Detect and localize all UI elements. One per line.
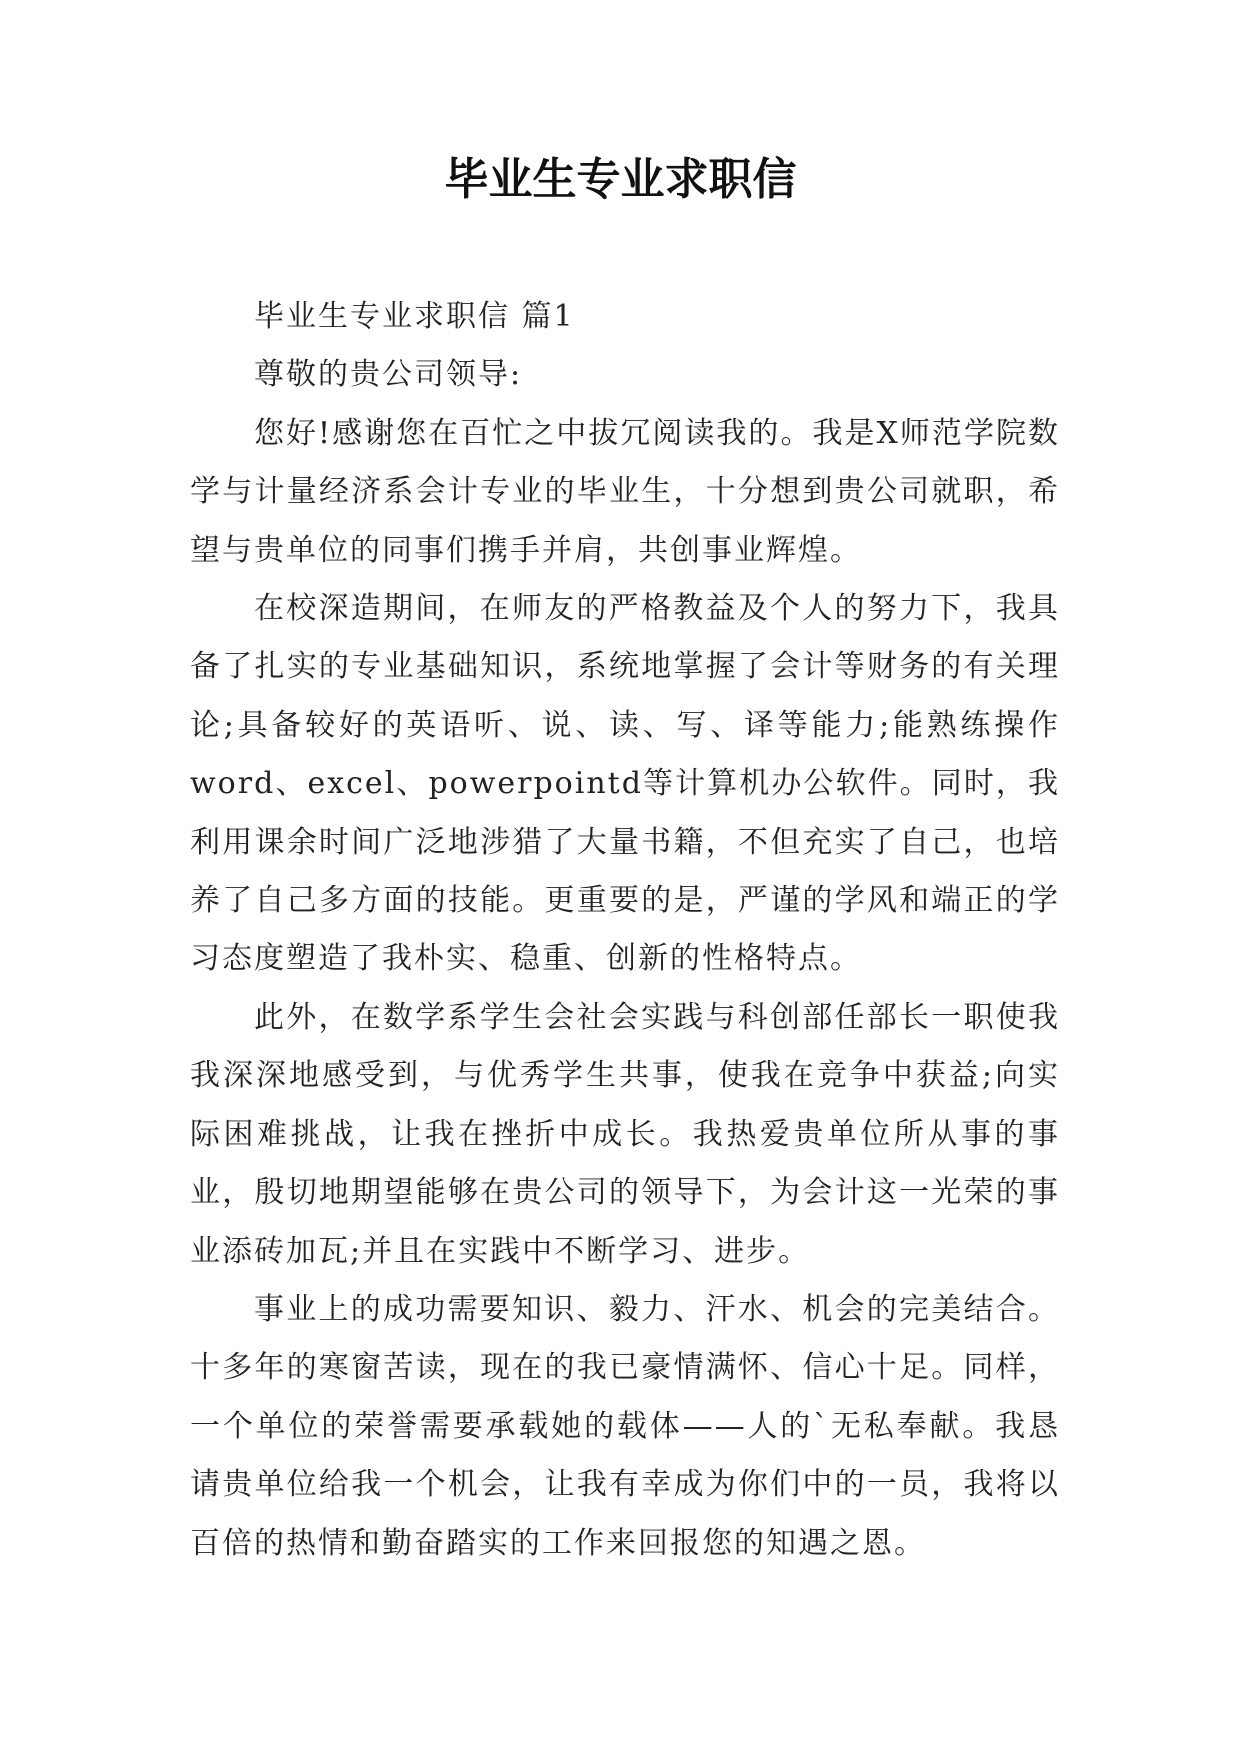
paragraph: 您好!感谢您在百忙之中拔冗阅读我的。我是X师范学院数学与计量经济系会计专业的毕业生，十分想到贵公司就职，希望与贵单位的同事们携手并肩，共创事业辉煌。	[190, 415, 1060, 568]
document-title: 毕业生专业求职信	[444, 154, 797, 205]
section-heading: 毕业生专业求职信 篇1	[254, 299, 575, 334]
salutation: 尊敬的贵公司领导:	[254, 357, 523, 393]
paragraph: 此外，在数学系学生会社会实践与科创部任部长一职使我我深深地感受到，与优秀学生共事，使我在竞争中获益;向实际困难挑战，让我在挫折中成长。我热爱贵单位所从事的事业，殷切地期望能够在贵公司的领导下，为会计这一光荣的事业添砖加瓦;并且在实践中不断学习、进步。	[190, 999, 1060, 1269]
paragraph: 在校深造期间，在师友的严格教益及个人的努力下，我具备了扎实的专业基础知识，系统地掌握了会计等财务的有关理论;具备较好的英语听、说、读、写、译等能力;能熟练操作word、excel、powerpointd等计算机办公软件。同时，我利用课余时间广泛地涉猎了大量书籍，不但充实了自己，也培养了自己多方面的技能。更重要的是，严谨的学风和端正的学习态度塑造了我朴实、稳重、创新的性格特点。	[190, 591, 1060, 977]
document-body	[190, 288, 1060, 1573]
paragraph: 事业上的成功需要知识、毅力、汗水、机会的完美结合。十多年的寒窗苦读，现在的我已豪情满怀、信心十足。同样，一个单位的荣誉需要承载她的载体——人的`无私奉献。我恳请贵单位给我一个机会，让我有幸成为你们中的一员，我将以百倍的热情和勤奋踏实的工作来回报您的知遇之恩。	[190, 1291, 1060, 1561]
